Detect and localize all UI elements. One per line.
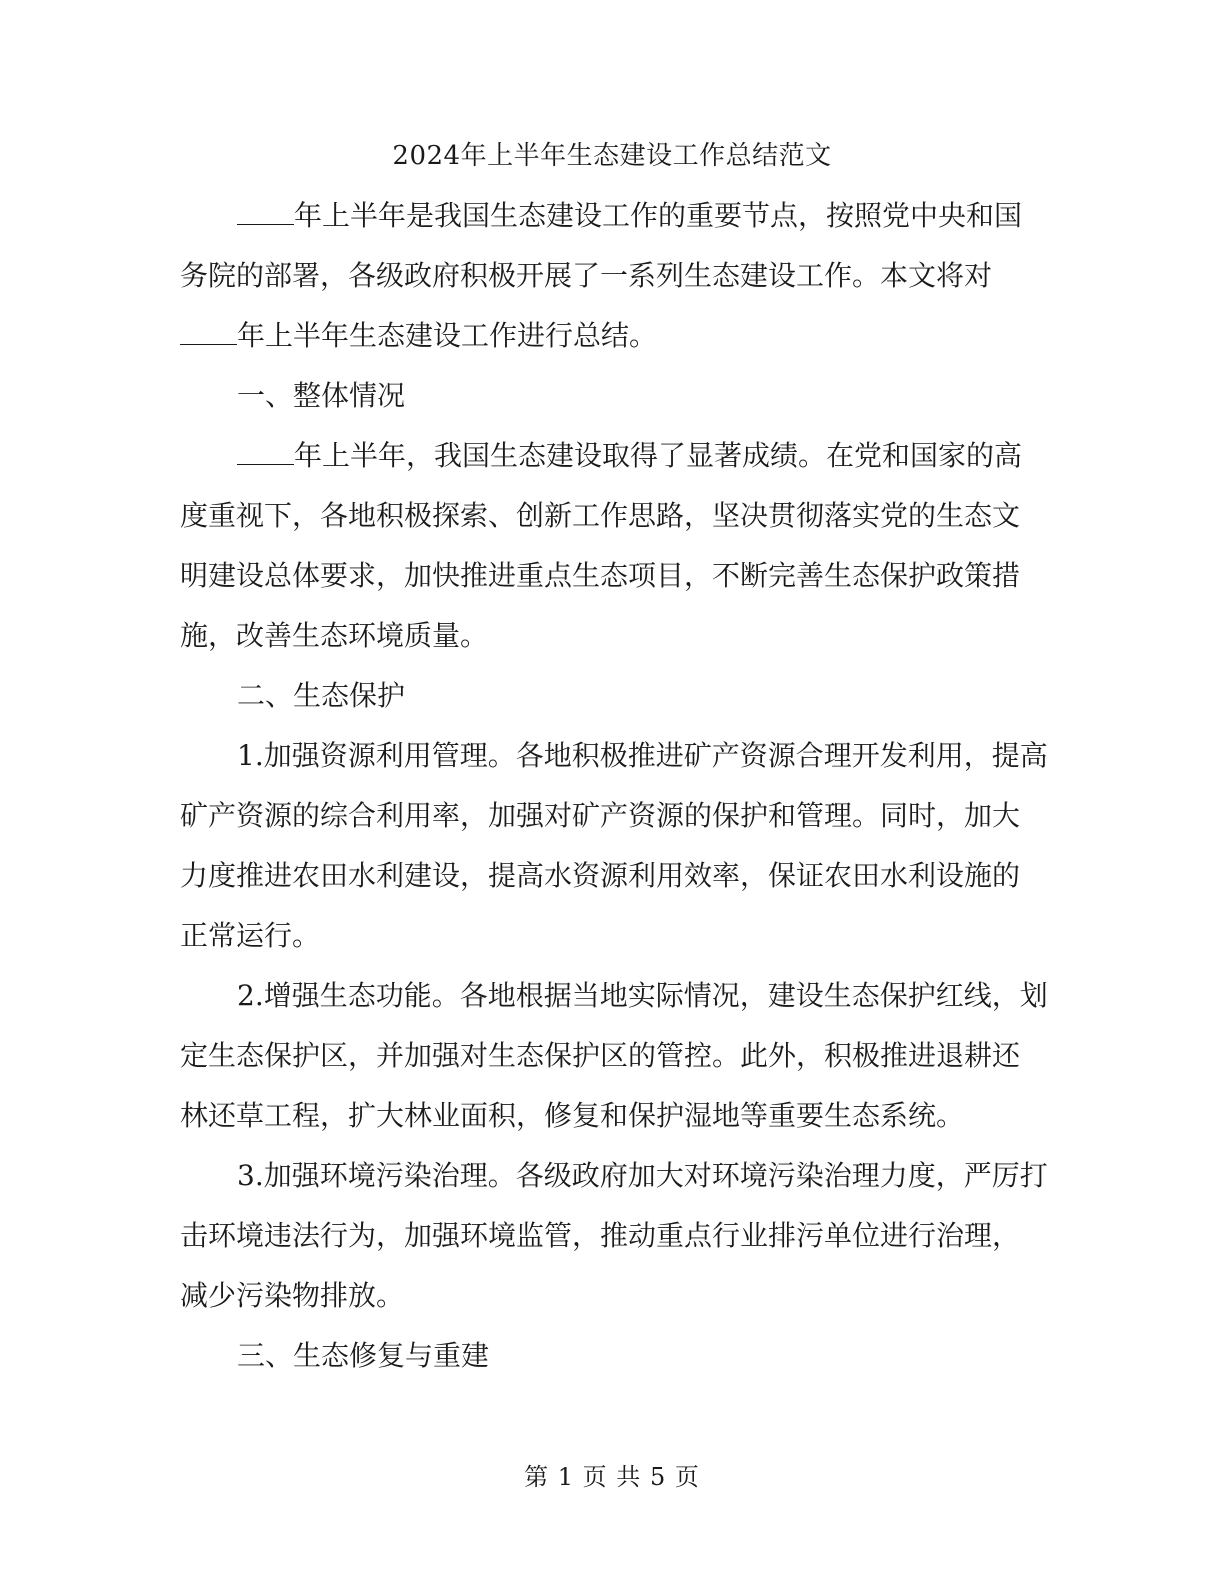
- text-line: [180, 906, 1044, 966]
- line-text: 二、生态保护: [237, 679, 406, 712]
- line-text: 年上半年生态建设工作进行总结。: [237, 319, 658, 352]
- line-text: 定生态保护区，并加强对生态保护区的管控。此外，积极推进退耕还: [180, 1039, 1021, 1072]
- text-line: [180, 426, 1044, 486]
- fill-in-blank: [237, 442, 294, 465]
- line-text: 3.加强环境污染治理。各级政府加大对环境污染治理力度，严厉打: [237, 1159, 1048, 1192]
- fill-in-blank: [237, 202, 294, 225]
- section-heading: [180, 366, 1044, 426]
- line-text: 林还草工程，扩大林业面积，修复和保护湿地等重要生态系统。: [180, 1099, 965, 1132]
- text-line: [180, 966, 1048, 1026]
- text-line: [180, 1206, 1044, 1266]
- line-text: 击环境违法行为，加强环境监管，推动重点行业排污单位进行治理，: [180, 1219, 1021, 1252]
- line-text: 减少污染物排放。: [180, 1279, 405, 1312]
- line-text: 一、整体情况: [237, 379, 406, 412]
- text-line: [180, 726, 1048, 786]
- text-line: [180, 1026, 1044, 1086]
- line-text: 三、生态修复与重建: [237, 1339, 490, 1372]
- text-line: [180, 1086, 1044, 1146]
- line-text: 年上半年，我国生态建设取得了显著成绩。在党和国家的高: [294, 439, 1023, 472]
- text-line: [180, 186, 1044, 246]
- text-line: [180, 306, 1044, 366]
- document-body: [180, 186, 1048, 1386]
- text-line: [180, 846, 1044, 906]
- text-line: [180, 1146, 1048, 1206]
- text-line: [180, 606, 1044, 666]
- line-text: 度重视下，各地积极探索、创新工作思路，坚决贯彻落实党的生态文: [180, 499, 1021, 532]
- text-line: [180, 486, 1044, 546]
- text-line: [180, 546, 1044, 606]
- text-line: [180, 246, 1044, 306]
- page-number-footer: 第 1 页 共 5 页: [524, 1463, 700, 1491]
- line-text: 2.增强生态功能。各地根据当地实际情况，建设生态保护红线，划: [237, 979, 1048, 1012]
- document-title: 2024年上半年生态建设工作总结范文: [392, 141, 832, 171]
- section-heading: [180, 1326, 1044, 1386]
- line-text: 年上半年是我国生态建设工作的重要节点，按照党中央和国: [294, 199, 1023, 232]
- text-line: [180, 1266, 1044, 1326]
- line-text: 正常运行。: [180, 919, 321, 952]
- line-text: 力度推进农田水利建设，提高水资源利用效率，保证农田水利设施的: [180, 859, 1021, 892]
- section-heading: [180, 666, 1044, 726]
- line-text: 务院的部署，各级政府积极开展了一系列生态建设工作。本文将对: [180, 259, 993, 292]
- line-text: 矿产资源的综合利用率，加强对矿产资源的保护和管理。同时，加大: [180, 799, 1021, 832]
- line-text: 1.加强资源利用管理。各地积极推进矿产资源合理开发利用，提高: [237, 739, 1048, 772]
- line-text: 施，改善生态环境质量。: [180, 619, 489, 652]
- line-text: 明建设总体要求，加快推进重点生态项目，不断完善生态保护政策措: [180, 559, 1021, 592]
- text-line: [180, 786, 1044, 846]
- fill-in-blank: [180, 322, 237, 345]
